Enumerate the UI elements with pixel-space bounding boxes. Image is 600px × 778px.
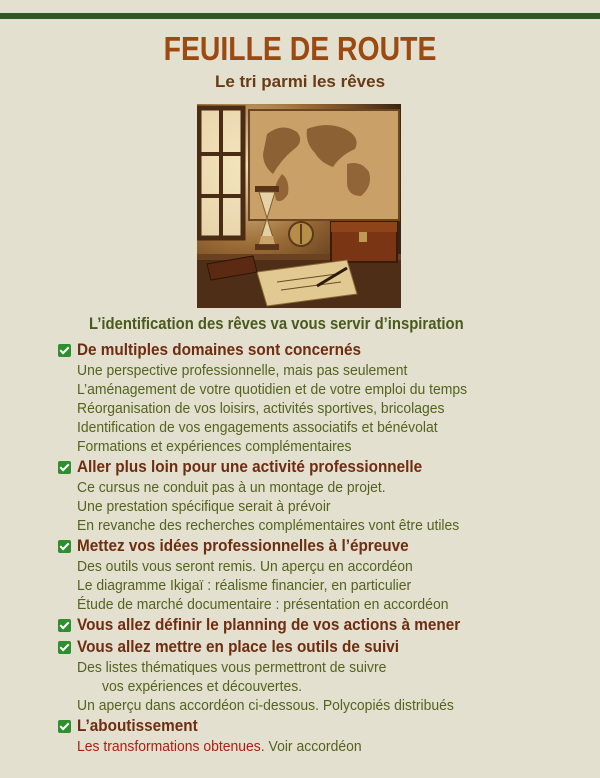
check-box-icon	[58, 720, 71, 733]
section-line: Le diagramme Ikigaï : réalisme financier, en particulier	[77, 577, 412, 594]
section-heading: Vous allez définir le planning de vos actions à mener	[58, 614, 598, 636]
section-line: L’aménagement de votre quotidien et de votre emploi du temps	[77, 381, 468, 398]
section-line: Une prestation spécifique serait à prévoir	[77, 498, 331, 515]
section-heading: De multiples domaines sont concernés	[58, 339, 598, 361]
section-heading: Vous allez mettre en place les outils de suivi	[58, 636, 598, 658]
check-box-icon	[58, 540, 71, 553]
section-line: Des outils vous seront remis. Un aperçu en accordéon	[77, 558, 413, 575]
hero-image	[197, 104, 401, 308]
section-line: Ce cursus ne conduit pas à un montage de projet.	[77, 479, 386, 496]
section-line: Une perspective professionnelle, mais pas seulement	[77, 362, 408, 379]
section-line: En revanche des recherches complémentaires vont être utiles	[77, 517, 460, 534]
vintage-desk-illustration	[197, 104, 401, 308]
roadmap-section	[58, 339, 598, 456]
roadmap-section	[58, 636, 598, 715]
section-line: vos expériences et découvertes.	[102, 678, 303, 695]
roadmap-section	[58, 456, 598, 535]
section-line: Un aperçu dans accordéon ci-dessous. Polycopiés distribués	[77, 697, 454, 714]
roadmap-list	[58, 339, 598, 756]
check-box-icon	[58, 641, 71, 654]
check-box-icon	[58, 344, 71, 357]
section-heading: L’aboutissement	[58, 715, 598, 737]
section-line: Formations et expériences complémentaires	[77, 438, 352, 455]
intro-text: L’identification des rêves va vous servir d’inspiration	[89, 315, 464, 333]
check-box-icon	[58, 461, 71, 474]
section-heading: Mettez vos idées professionnelles à l’épreuve	[58, 535, 598, 557]
section-heading: Aller plus loin pour une activité professionnelle	[58, 456, 598, 478]
roadmap-section	[58, 535, 598, 614]
top-accent-bar	[0, 13, 600, 19]
page-subtitle: Le tri parmi les rêves	[214, 72, 386, 91]
section-line: Les transformations obtenues. Voir accordéon	[77, 738, 362, 755]
section-line: Identification de vos engagements associatifs et bénévolat	[77, 419, 438, 436]
check-box-icon	[58, 619, 71, 632]
roadmap-section	[58, 715, 598, 756]
transformations-link[interactable]: Les transformations obtenues	[77, 738, 261, 755]
section-line: Des listes thématiques vous permettront de suivre	[77, 659, 387, 676]
section-line: Étude de marché documentaire : présentation en accordéon	[77, 596, 449, 613]
page-title: FEUILLE DE ROUTE	[163, 30, 437, 67]
roadmap-section	[58, 614, 598, 636]
section-line: Réorganisation de vos loisirs, activités sportives, bricolages	[77, 400, 445, 417]
